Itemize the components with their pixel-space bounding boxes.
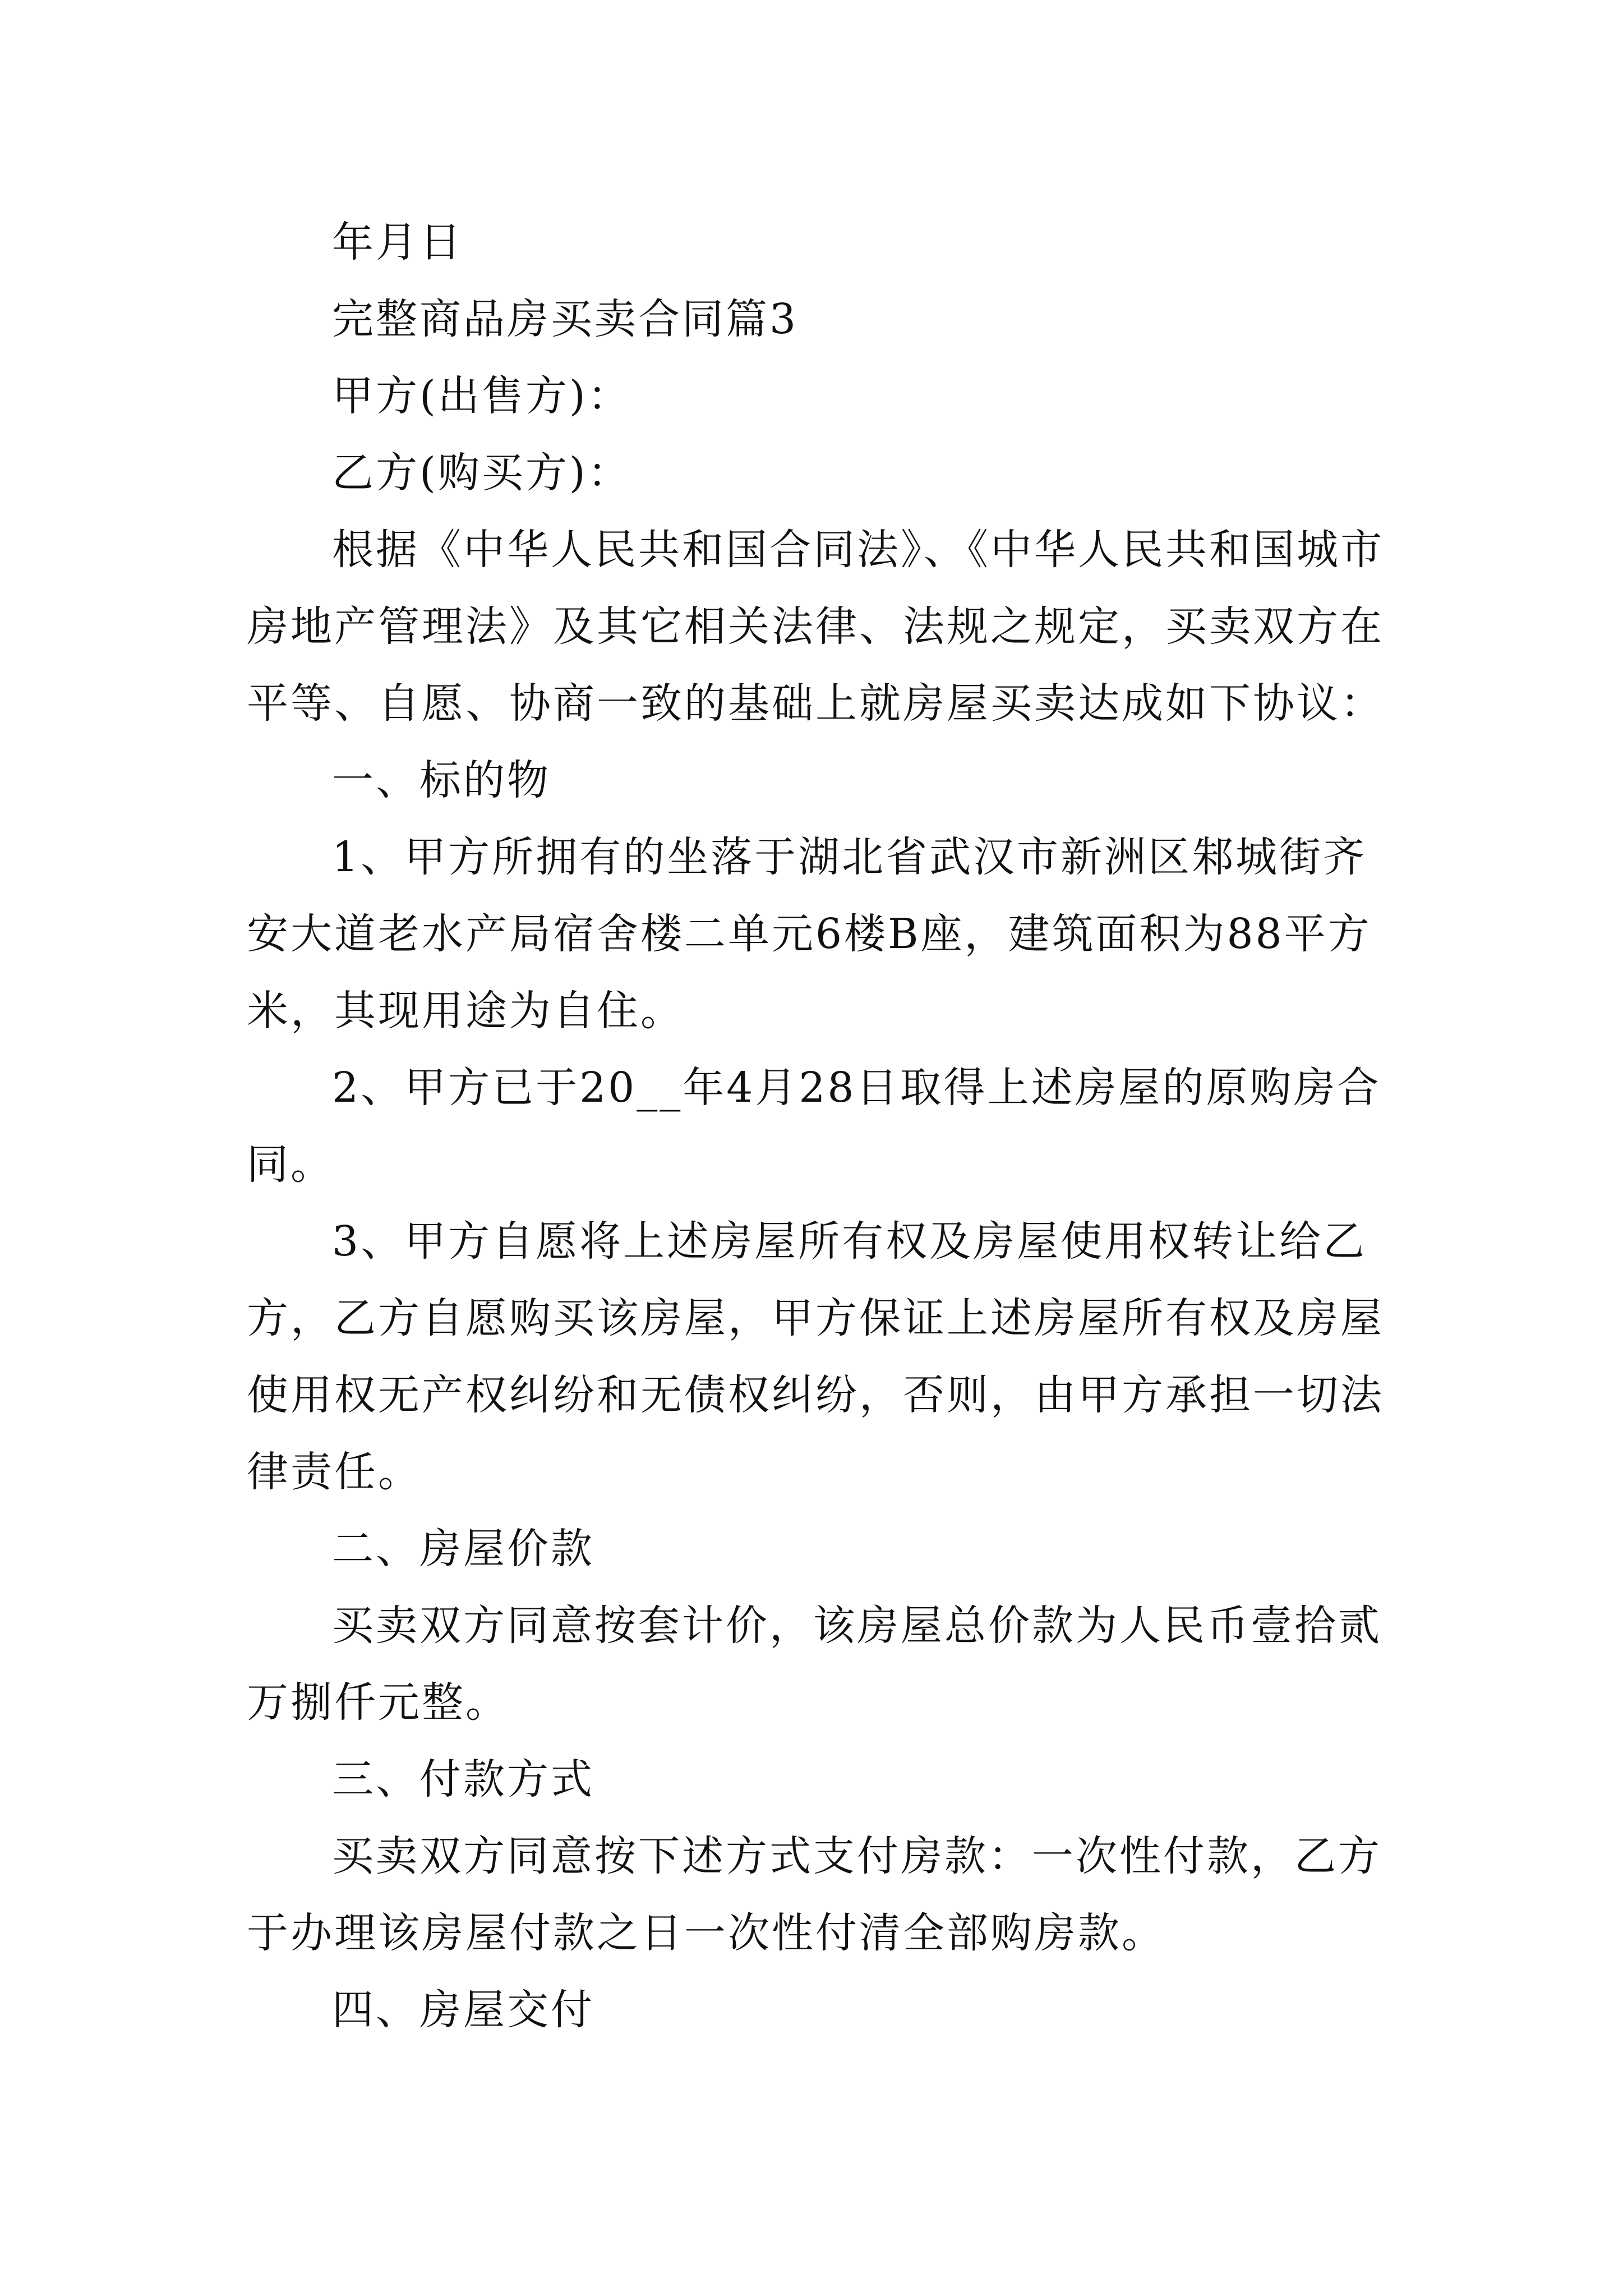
section-4-title: 四、房屋交付 (332, 1986, 594, 2034)
date-line: 年月日 (332, 218, 463, 266)
section-3-text: 买卖双方同意按下述方式支付房款：一次性付款，乙方于办理该房屋付款之日一次性付清全部购房款。 (247, 1832, 1382, 1957)
document-title: 完整商品房买卖合同篇3 (332, 295, 799, 343)
document-body (247, 204, 1385, 2049)
party-b-line: 乙方(购买方)： (332, 449, 631, 497)
section-1-item-2: 2、甲方已于20__年4月28日取得上述房屋的原购房合同。 (247, 1064, 1381, 1189)
section-1-item-1: 1、甲方所拥有的坐落于湖北省武汉市新洲区邾城街齐安大道老水产局宿舍楼二单元6楼B座，建筑面积为88平方米，其现用途为自住。 (247, 833, 1372, 1035)
section-1-item-3: 3、甲方自愿将上述房屋所有权及房屋使用权转让给乙方，乙方自愿购买该房屋，甲方保证上述房屋所有权及房屋使用权无产权纠纷和无债权纠纷，否则，由甲方承担一切法律责任。 (247, 1217, 1384, 1496)
section-1-title: 一、标的物 (332, 756, 551, 804)
section-3-title: 三、付款方式 (332, 1755, 594, 1803)
section-2-text: 买卖双方同意按套计价，该房屋总价款为人民币壹拾贰万捌仟元整。 (247, 1602, 1382, 1727)
party-a-line: 甲方(出售方)： (332, 372, 631, 420)
intro-paragraph: 根据《中华人民共和国合同法》、《中华人民共和国城市房地产管理法》及其它相关法律、法规之规定，买卖双方在平等、自愿、协商一致的基础上就房屋买卖达成如下协议： (247, 526, 1384, 728)
section-2-title: 二、房屋价款 (332, 1525, 594, 1573)
